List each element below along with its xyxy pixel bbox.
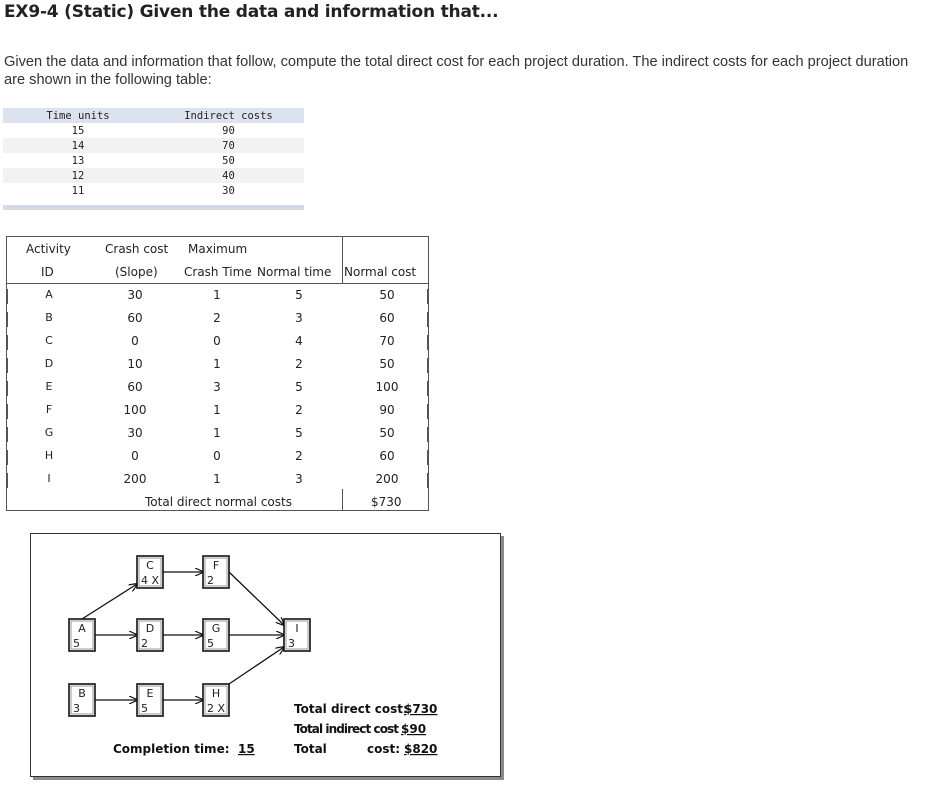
table-row (3, 123, 304, 138)
total-direct-cost-label: Total direct cost: (294, 702, 408, 716)
activity-id-cell: B (45, 311, 53, 324)
header-divider (7, 283, 428, 284)
column-divider (342, 237, 343, 283)
node-id: D (145, 622, 155, 635)
table-row (3, 153, 304, 168)
node-duration: 3 (288, 637, 295, 650)
normal-time-cell: 3 (295, 472, 303, 486)
header-slope: (Slope) (115, 265, 158, 279)
row-edge (7, 358, 8, 373)
max-crash-time-cell: 1 (213, 426, 221, 440)
activity-id-cell: H (44, 449, 54, 462)
completion-time-label: Completion time: (113, 742, 230, 756)
activity-node-h (203, 684, 229, 716)
total-direct-cost-value: $730 (404, 702, 438, 716)
normal-time-cell: 2 (295, 357, 303, 371)
max-crash-time-cell: 2 (213, 311, 221, 325)
row-edge (7, 404, 8, 419)
row-edge (7, 335, 8, 350)
indirect-cost-cell: 70 (153, 138, 304, 153)
node-id: I (295, 622, 299, 635)
crash-slope-cell: 60 (127, 380, 143, 394)
col-header-indirect-costs: Indirect costs (153, 108, 304, 123)
activity-id-cell: C (45, 334, 53, 347)
activity-node-c (137, 556, 163, 588)
node-id: C (146, 559, 154, 572)
max-crash-time-cell: 0 (213, 449, 221, 463)
row-edge (427, 404, 428, 419)
activity-node-i (284, 619, 310, 651)
page-title: EX9-4 (Static) Given the data and information that... (4, 2, 499, 22)
normal-cost-cell: 50 (379, 426, 395, 440)
total-cost-label: Total (294, 742, 327, 756)
max-crash-time-cell: 0 (213, 334, 221, 348)
header-normal-time: Normal time (257, 265, 332, 279)
indirect-cost-cell: 90 (222, 124, 235, 137)
total-direct-label: Total direct normal costs (145, 495, 292, 509)
activity-node-f (203, 556, 229, 588)
time-units-cell: 12 (3, 168, 153, 183)
time-units-cell: 11 (71, 184, 85, 197)
normal-cost-cell: 70 (379, 334, 395, 348)
row-edge (7, 450, 8, 465)
crash-slope-cell: 100 (123, 403, 147, 417)
normal-time-cell: 2 (295, 449, 303, 463)
indirect-cost-cell: 40 (153, 168, 304, 183)
node-id: E (146, 687, 154, 700)
node-duration: 5 (73, 637, 80, 650)
indirect-cost-cell: 30 (222, 184, 235, 197)
normal-cost-cell: 200 (375, 472, 399, 486)
crash-slope-cell: 30 (127, 426, 143, 440)
arrow-H-I (229, 647, 284, 684)
activity-node-b (69, 684, 95, 716)
activity-id-cell: G (44, 426, 54, 439)
network-diagram (30, 533, 501, 777)
column-divider (342, 489, 343, 511)
activity-id-cell: E (45, 380, 53, 393)
activity-id-cell: F (45, 403, 53, 416)
node-id: H (211, 687, 221, 700)
max-crash-time-cell: 1 (213, 357, 221, 371)
node-id: B (78, 687, 86, 700)
crash-slope-cell: 0 (131, 449, 139, 463)
activity-table (6, 236, 429, 511)
time-units-cell: 15 (71, 124, 85, 137)
node-duration: 5 (141, 702, 148, 715)
row-edge (427, 289, 428, 304)
arrow-F-I (229, 572, 284, 625)
row-edge (427, 358, 428, 373)
row-edge (427, 335, 428, 350)
crash-slope-cell: 30 (127, 288, 143, 302)
row-edge (427, 427, 428, 442)
activity-node-e (137, 684, 163, 716)
header-id: ID (41, 265, 54, 279)
table-row (3, 168, 304, 183)
node-duration: 4 X (141, 574, 160, 587)
header-crash-time: Crash Time (184, 265, 252, 279)
total-direct-value: $730 (371, 495, 402, 509)
activity-node-d (137, 619, 163, 651)
max-crash-time-cell: 1 (213, 288, 221, 302)
total-cost-label-2: cost: (367, 742, 401, 756)
row-edge (427, 312, 428, 327)
table-row (3, 138, 304, 153)
activity-id-cell: I (47, 472, 51, 485)
total-cost-value: $820 (404, 742, 438, 756)
row-edge (7, 312, 8, 327)
normal-cost-cell: 60 (379, 449, 395, 463)
indirect-costs-table (3, 108, 304, 198)
table-row (3, 183, 304, 198)
arrow-A-C (82, 584, 137, 619)
activity-id-cell: D (44, 357, 54, 370)
time-units-cell: 13 (71, 154, 85, 167)
normal-cost-cell: 100 (375, 380, 399, 394)
activity-id-cell: A (45, 288, 53, 301)
node-duration: 2 (141, 637, 148, 650)
completion-time-value: 15 (238, 742, 255, 756)
node-id: A (78, 622, 86, 635)
crash-slope-cell: 10 (127, 357, 143, 371)
header-crash-cost: Crash cost (105, 242, 169, 256)
header-normal-cost: Normal cost (344, 265, 417, 279)
row-edge (7, 473, 8, 488)
node-id: F (212, 559, 220, 572)
total-indirect-cost-value: $90 (401, 722, 427, 736)
normal-time-cell: 5 (295, 380, 303, 394)
normal-cost-cell: 50 (379, 288, 395, 302)
time-units-cell: 14 (3, 138, 153, 153)
normal-cost-cell: 60 (379, 311, 395, 325)
row-edge (427, 473, 428, 488)
row-edge (427, 450, 428, 465)
crash-slope-cell: 60 (127, 311, 143, 325)
max-crash-time-cell: 1 (213, 403, 221, 417)
normal-time-cell: 3 (295, 311, 303, 325)
intro-text: Given the data and information that follow, compute the total direct cost for each project duration. The indirect costs for each project duration are shown in the following table: (4, 54, 909, 88)
activity-node-a (69, 619, 95, 651)
activity-node-g (203, 619, 229, 651)
node-duration: 2 (207, 574, 214, 587)
max-crash-time-cell: 1 (213, 472, 221, 486)
row-edge (7, 427, 8, 442)
node-duration: 5 (207, 637, 214, 650)
normal-time-cell: 2 (295, 403, 303, 417)
network-svg (31, 534, 500, 776)
row-edge (7, 381, 8, 396)
row-edge (7, 289, 8, 304)
max-crash-time-cell: 3 (213, 380, 221, 394)
normal-time-cell: 5 (295, 288, 303, 302)
node-duration: 2 X (207, 702, 226, 715)
node-duration: 3 (73, 702, 80, 715)
node-id: G (211, 622, 221, 635)
col-header-time-units: Time units (3, 108, 153, 123)
crash-slope-cell: 200 (123, 472, 147, 486)
header-maximum: Maximum (188, 242, 248, 256)
row-edge (427, 381, 428, 396)
total-indirect-cost-label: Total indirect cost (294, 722, 399, 736)
indirect-cost-cell: 50 (222, 154, 235, 167)
normal-cost-cell: 50 (379, 357, 395, 371)
normal-cost-cell: 90 (379, 403, 395, 417)
table-bottom-bar (3, 205, 304, 210)
normal-time-cell: 5 (295, 426, 303, 440)
normal-time-cell: 4 (295, 334, 303, 348)
header-activity: Activity (26, 242, 71, 256)
crash-slope-cell: 0 (131, 334, 139, 348)
